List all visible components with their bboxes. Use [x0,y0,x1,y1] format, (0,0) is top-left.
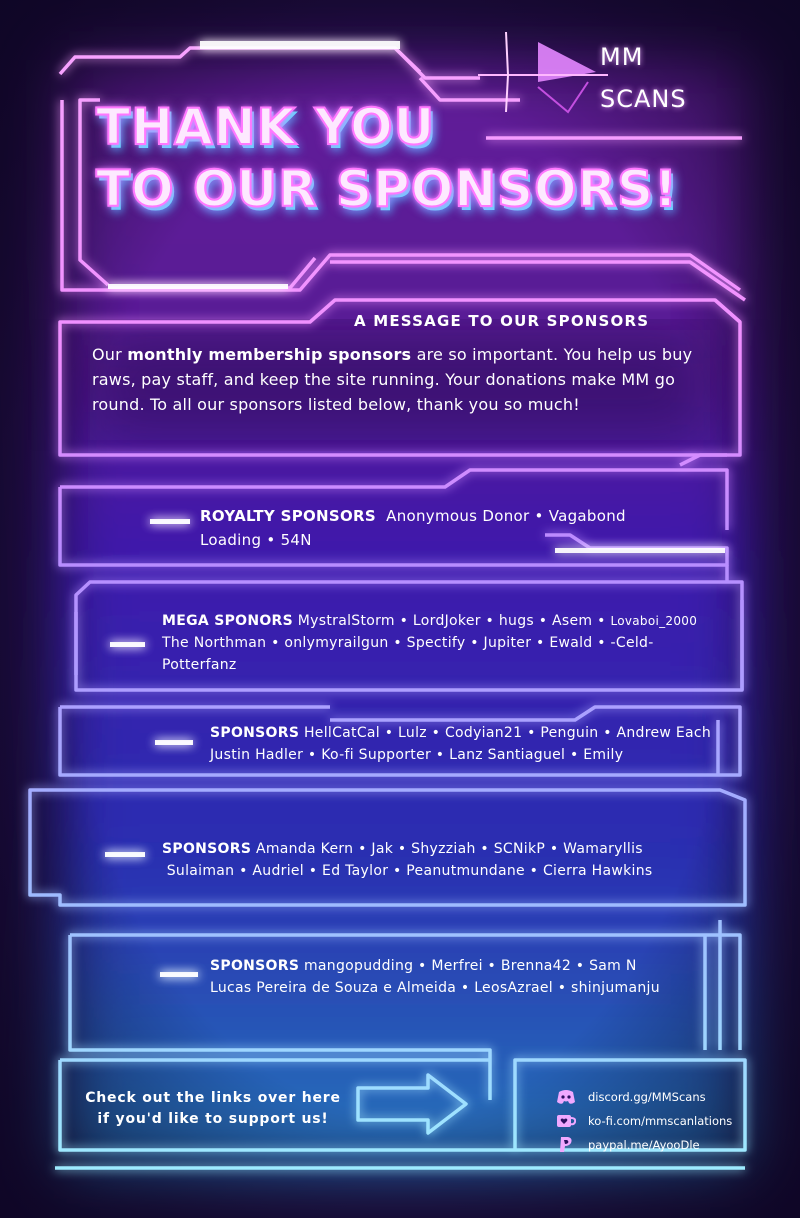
sponsor-names: Sulaiman • Audriel • Ed Taylor • Peanutmundane • Cierra Hawkins [162,863,653,879]
sponsors-group-2 [162,838,652,882]
arrow-right-icon [358,1075,468,1135]
paypal-icon [556,1136,576,1154]
kofi-link-text: ko-fi.com/mmscanlations [588,1114,733,1128]
sponsor-names: Amanda Kern • Jak • Shyzziah • SCNikP • Wamaryllis [255,841,643,857]
cta-line-1: Check out the links over here [85,1090,341,1106]
sponsor-names: MystralStorm • LordJoker • hugs • Asem • [297,613,606,629]
logo-line-2: SCANS [600,85,687,113]
support-links [556,1086,732,1158]
kofi-link[interactable] [556,1110,732,1132]
discord-icon [556,1088,576,1106]
message-bold-text: monthly membership sponsors [127,345,412,364]
cta-line-2: if you'd like to support us! [97,1111,329,1127]
sponsor-names: Loading • 54N [200,531,312,549]
kofi-icon [556,1112,576,1130]
message-body [92,342,732,417]
sponsors-group-1 [210,722,711,766]
tier-label: MEGA SPONORS [162,613,294,629]
tier-label: SPONSORS [210,958,300,974]
tier-label: ROYALTY SPONSORS [200,507,377,525]
mega-sponsors [162,610,697,676]
sponsors-group-3 [210,955,660,999]
sponsor-names: HellCatCal • Lulz • Codyian21 • Penguin • Andrew Each [303,725,712,741]
message-text-start: Our [92,345,128,364]
sponsor-name-small: Lovaboi_2000 [610,614,698,628]
discord-link-text: discord.gg/MMScans [588,1090,706,1104]
sponsor-names: Justin Hadler • Ko-fi Supporter • Lanz Santiaguel • Emily [210,747,624,763]
sponsor-names: The Northman • onlymyrailgun • Spectify • Jupiter • Ewald • -Celd- [162,635,654,651]
discord-link[interactable] [556,1086,732,1108]
sponsor-names: mangopudding • Merfrei • Brenna42 • Sam N [303,958,637,974]
title-line-1: THANK YOU [96,98,436,156]
sponsor-names: Lucas Pereira de Souza e Almeida • LeosAzrael • shinjumanju [210,980,660,996]
logo-line-1: MM [600,43,644,71]
message-text-end: are so important. You help us buy raws, pay staff, and keep the site running. Your donations make MM go round. To all our sponsors listed below, thank you so much! [92,345,693,414]
tier-label: SPONSORS [210,725,300,741]
tier-label: SPONSORS [162,841,252,857]
support-call-to-action [78,1088,348,1130]
sponsor-names: Anonymous Donor • Vagabond [386,507,626,525]
title-line-2: TO OUR SPONSORS! [96,160,678,218]
message-heading: A MESSAGE TO OUR SPONSORS [354,312,650,330]
royalty-sponsors [200,504,626,552]
paypal-link-text: paypal.me/AyooDle [588,1138,700,1152]
paypal-link[interactable] [556,1134,732,1156]
sponsor-names: Potterfanz [162,657,237,673]
